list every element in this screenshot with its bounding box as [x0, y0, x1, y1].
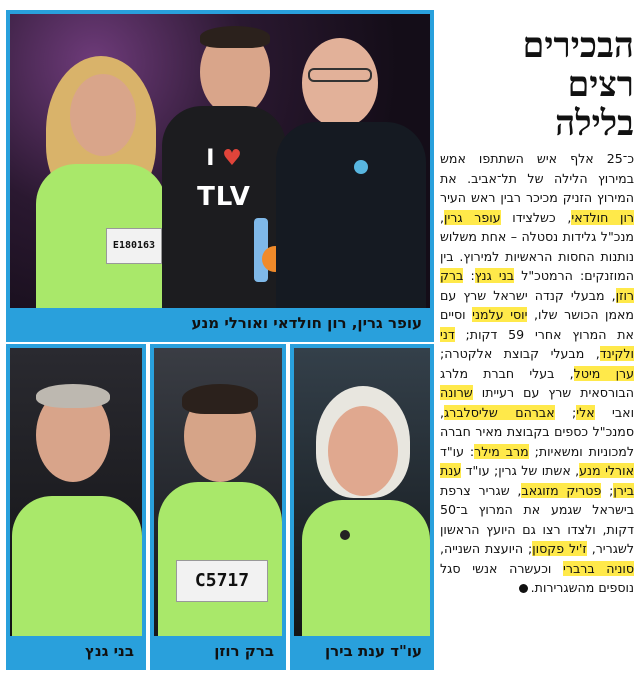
highlighted-name: רון חולדאי	[571, 209, 634, 225]
highlighted-name: יוסי עלמני	[472, 307, 528, 322]
photo-main	[6, 10, 434, 342]
highlighted-name: דני ולקינד	[440, 326, 634, 361]
heart-icon: ♥	[222, 146, 242, 171]
photo-rozen	[150, 344, 286, 670]
article-text: , שגריר צרפת בישראל שגמע את המרוץ ב־50 דקות, ולצדו רצו גם היועץ הראשון לשגריר,	[440, 482, 634, 556]
article-text: , בעלי חברת מלרג הבורסאית שרץ עם רעייתו	[440, 365, 634, 400]
article-text: , מבעלי קבוצת אלקטרה;	[440, 346, 600, 361]
highlighted-name: שרונה	[440, 385, 473, 400]
headline-line-3: בלילה	[555, 103, 634, 144]
highlighted-name: פטריק מזוגאב	[521, 482, 602, 498]
article	[440, 26, 634, 598]
article-text: , מנכ"ל גלידות נסטלה – אחת משלוש נותנות החסות הראשיות למירוץ. בין המוזנקים: הרמטכ"ל	[440, 209, 635, 283]
article-body	[440, 149, 634, 598]
article-text: ;	[554, 404, 577, 420]
headline-line-2: רצים	[567, 64, 634, 105]
headline-line-1: הבכירים	[522, 25, 634, 66]
article-text: , סמנכ"ל כספים בקבוצת מאיר חברה למכוניות ומשאיות;	[440, 404, 634, 459]
highlighted-name: בני גנץ	[474, 268, 515, 283]
article-text: , כשלצידו	[500, 209, 572, 225]
highlighted-name: ברק רוזן	[440, 268, 634, 303]
article-text: :	[463, 268, 475, 283]
article-text: ;	[601, 482, 614, 498]
glasses-icon	[308, 68, 372, 82]
photo-biran	[290, 344, 434, 670]
earphone-icon	[340, 530, 350, 540]
headline	[440, 26, 634, 143]
highlighted-name: עופר גרין	[444, 209, 501, 225]
article-text: ואבי	[594, 404, 634, 420]
highlighted-name: מרב מילר	[474, 443, 529, 459]
highlighted-name: ענת בירן	[440, 463, 634, 498]
highlighted-name: ז'יל פקסון	[532, 541, 587, 556]
article-text: : עו"ד	[440, 443, 475, 459]
article-text: וסיים את המרוץ אחרי 59 דקות;	[440, 307, 634, 342]
article-text: ; היועצת השנייה,	[440, 541, 533, 556]
shirt-logo-tlv: TLV	[197, 182, 251, 212]
race-bib: C5717	[176, 560, 268, 602]
highlighted-name: סוניה ברברי	[563, 560, 634, 576]
photo-gantz	[6, 344, 146, 670]
caption-biran: עו"ד ענת בירן	[294, 636, 430, 666]
highlighted-name: ערן מיטל	[573, 365, 634, 381]
article-text: כ־25 אלף איש השתתפו אמש במירוץ הלילה של תל־אביב. את המירוץ הזניק מכיכר רבין ראש העיר	[440, 151, 634, 205]
article-text: וכעשרה אנשי סגל נוספים מהשגרירות.	[440, 560, 634, 595]
caption-main: עופר גרין, רון חולדאי ואורלי מנע	[10, 308, 430, 338]
highlighted-name: אורלי מנע	[579, 463, 634, 478]
caption-gantz: בני גנץ	[10, 636, 142, 666]
caption-rozen: ברק רוזן	[154, 636, 282, 666]
badge-icon	[354, 160, 368, 174]
shirt-logo-i: I	[206, 146, 215, 171]
article-text: , אשתו של גרין; עו"ד	[461, 463, 580, 478]
article-text: , מבעלי קנדה ישראל שרץ עם מאמן הכושר שלו,	[440, 287, 634, 322]
highlighted-name: אברהם שליסלברג	[444, 404, 555, 420]
end-mark-icon	[519, 584, 528, 593]
highlighted-name: אלי	[576, 404, 595, 420]
race-bib: E180163	[106, 228, 162, 264]
